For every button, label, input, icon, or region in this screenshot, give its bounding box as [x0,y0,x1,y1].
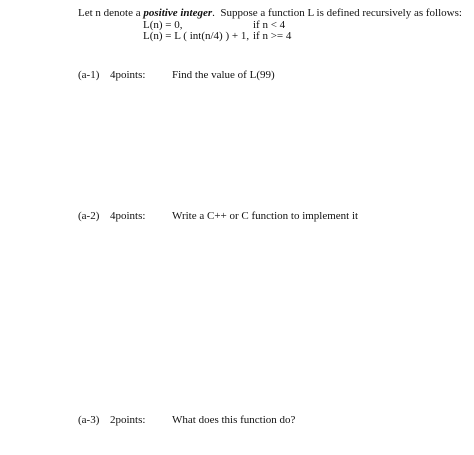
intro-suffix: . Suppose a function L is defined recursively as follows: [212,7,462,19]
question-a2-label: (a-2) [78,210,100,222]
intro-prefix: Let n denote a [78,7,144,19]
question-a1-label: (a-1) [78,69,100,81]
definition-line2-condition: if n >= 4 [253,30,292,42]
question-a1-text: Find the value of L(99) [172,69,275,81]
question-a3-text: What does this function do? [172,414,296,426]
intro-emphasis: positive integer [143,7,213,19]
question-a1-points: 4points: [110,69,146,81]
definition-line1-expression: L(n) = 0, [143,19,183,31]
question-a2-points: 4points: [110,210,146,222]
question-a3-label: (a-3) [78,414,100,426]
definition-line2-expression: L(n) = L ( int(n/4) ) + 1, [143,30,250,42]
definition-line1-condition: if n < 4 [253,19,286,31]
question-a3-points: 2points: [110,414,146,426]
question-a2-text: Write a C++ or C function to implement it [172,210,359,222]
